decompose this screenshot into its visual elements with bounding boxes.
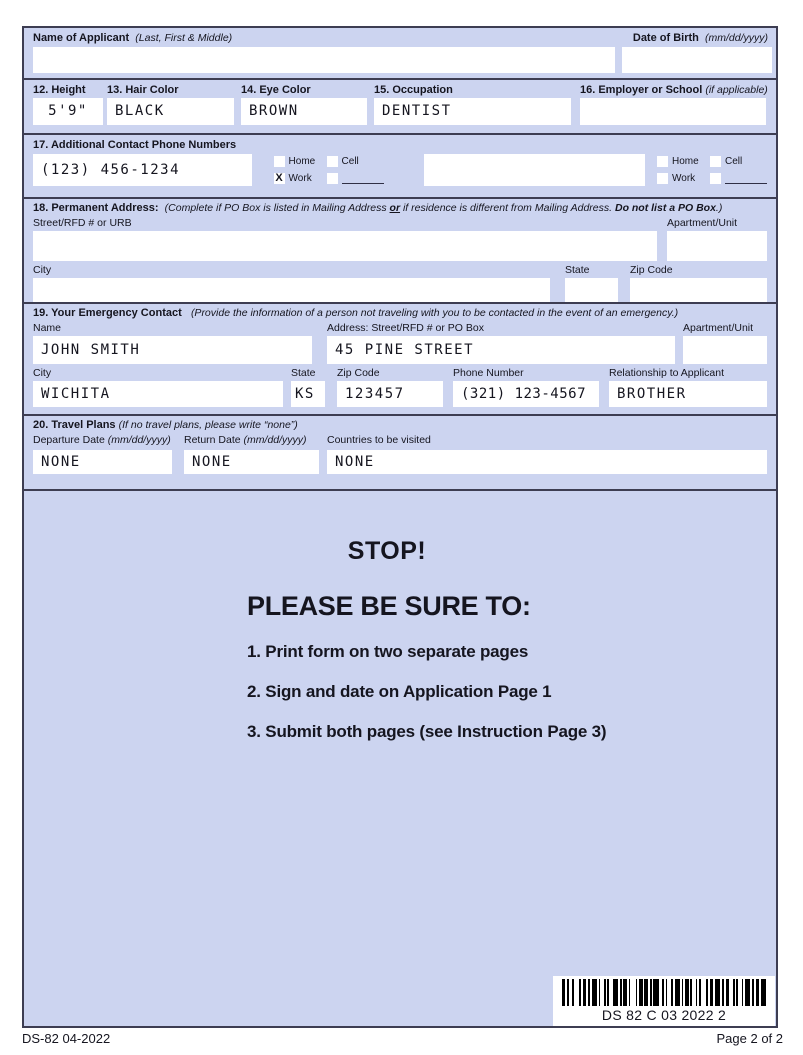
barcode-bars: [562, 979, 767, 1006]
phones-title: 17. Additional Contact Phone Numbers: [33, 139, 237, 151]
permanent-street-field[interactable]: [33, 231, 657, 261]
phone1-other-checkbox[interactable]: [327, 173, 338, 184]
phone1-other-line[interactable]: [342, 174, 384, 184]
applicant-name-hint: (Last, First & Middle): [135, 32, 233, 44]
occupation-label: 15. Occupation: [374, 84, 453, 96]
return-hint: (mm/dd/yyyy): [243, 434, 307, 446]
permanent-hint-3: .): [715, 202, 723, 214]
permanent-city-label: City: [33, 264, 52, 276]
permanent-hint-or: or: [389, 202, 401, 214]
hair-color-field[interactable]: BLACK: [107, 98, 234, 125]
phone1-work-label: Work: [288, 173, 312, 184]
phone1-cell-checkbox[interactable]: [327, 156, 338, 167]
phone2-field[interactable]: [424, 154, 645, 186]
phone2-home-label: Home: [672, 156, 699, 167]
departure-label-text: Departure Date: [33, 434, 105, 446]
phone2-home-checkbox[interactable]: [657, 156, 668, 167]
phone1-type-group: [274, 156, 384, 190]
departure-date-field[interactable]: NONE: [33, 450, 172, 474]
travel-hint: (If no travel plans, please write “none”): [118, 419, 298, 431]
phone2-other-checkbox[interactable]: [710, 173, 721, 184]
permanent-hint-1: (Complete if PO Box is listed in Mailing Address: [164, 202, 390, 214]
phone1-home-label: Home: [288, 156, 316, 167]
emergency-relationship-field[interactable]: BROTHER: [609, 381, 767, 407]
phone2-work-label: Work: [672, 173, 696, 184]
stop-heading: STOP!: [347, 537, 427, 565]
height-label: 12. Height: [33, 84, 86, 96]
emergency-address-label: Address: Street/RFD # or PO Box: [327, 322, 484, 334]
return-date-label: [184, 434, 319, 446]
phone2-cell-label: Cell: [725, 156, 743, 167]
permanent-apt-field[interactable]: [667, 231, 767, 261]
section-emergency-contact: [24, 304, 776, 416]
emergency-apt-field[interactable]: [683, 336, 767, 364]
departure-date-label: [33, 434, 172, 446]
emergency-city-label: City: [33, 367, 52, 379]
travel-title: [33, 419, 767, 431]
barcode-caption: DS 82 C 03 2022 2: [601, 1007, 727, 1023]
section-applicant-name: [24, 28, 776, 80]
hair-color-label: 13. Hair Color: [107, 84, 179, 96]
emergency-state-label: State: [291, 367, 316, 379]
permanent-street-label: Street/RFD # or URB: [33, 217, 132, 229]
section-physical-description: [24, 80, 776, 135]
emergency-state-field[interactable]: KS: [291, 381, 325, 407]
ds82-form-page2: [22, 26, 778, 1028]
form-number-footer: DS-82 04-2022: [22, 1031, 111, 1046]
stop-item-2: 2. Sign and date on Application Page 1: [247, 682, 552, 701]
dob-field[interactable]: [622, 47, 772, 73]
permanent-hint-2: if residence is different from Mailing Address.: [400, 202, 615, 214]
applicant-name-label-text: Name of Applicant: [33, 32, 130, 44]
employer-field[interactable]: [580, 98, 766, 125]
applicant-name-label: [33, 32, 232, 44]
dob-label: [633, 32, 768, 44]
permanent-city-field[interactable]: [33, 278, 550, 304]
dob-hint: (mm/dd/yyyy): [705, 32, 768, 44]
dob-label-text: Date of Birth: [632, 32, 699, 44]
section-permanent-address: [24, 199, 776, 304]
emergency-zip-field[interactable]: 123457: [337, 381, 443, 407]
stop-subheading: PLEASE BE SURE TO:: [247, 591, 531, 621]
employer-label-text: 16. Employer or School: [580, 84, 703, 96]
emergency-title: [33, 307, 767, 319]
height-field[interactable]: 5'9": [33, 98, 103, 125]
barcode-box: [553, 976, 775, 1026]
travel-title-text: 20. Travel Plans: [33, 419, 116, 431]
return-date-field[interactable]: NONE: [184, 450, 319, 474]
permanent-apt-label: Apartment/Unit: [667, 217, 738, 229]
phone1-work-checkbox[interactable]: X: [275, 172, 283, 184]
phone2-other-line[interactable]: [725, 174, 767, 184]
emergency-phone-label: Phone Number: [453, 367, 524, 379]
emergency-phone-field[interactable]: (321) 123-4567: [453, 381, 599, 407]
applicant-name-field[interactable]: [33, 47, 615, 73]
phone2-type-group: [657, 156, 767, 190]
stop-notice: [247, 537, 607, 742]
permanent-address-title: [33, 202, 767, 214]
return-label-text: Return Date: [184, 434, 241, 446]
countries-label: Countries to be visited: [327, 434, 431, 446]
phone1-home-checkbox[interactable]: [274, 156, 285, 167]
emergency-apt-label: Apartment/Unit: [683, 322, 754, 334]
emergency-relationship-label: Relationship to Applicant: [609, 367, 724, 379]
phone2-work-checkbox[interactable]: [657, 173, 668, 184]
eye-color-field[interactable]: BROWN: [241, 98, 367, 125]
departure-hint: (mm/dd/yyyy): [107, 434, 171, 446]
section-additional-phones: [24, 135, 776, 199]
employer-label: [580, 84, 766, 96]
phone2-cell-checkbox[interactable]: [710, 156, 721, 167]
section-travel-plans: [24, 416, 776, 491]
page-number-footer: Page 2 of 2: [716, 1031, 783, 1046]
emergency-hint: (Provide the information of a person not traveling with you to be contacted in the event of an emergency.): [190, 307, 679, 319]
eye-color-label: 14. Eye Color: [241, 84, 311, 96]
phone1-field[interactable]: (123) 456-1234: [33, 154, 252, 186]
permanent-zip-label: Zip Code: [630, 264, 673, 276]
stop-item-1: 1. Print form on two separate pages: [247, 642, 529, 661]
emergency-zip-label: Zip Code: [337, 367, 380, 379]
permanent-title-text: 18. Permanent Address:: [33, 202, 159, 214]
emergency-city-field[interactable]: WICHITA: [33, 381, 283, 407]
emergency-title-text: 19. Your Emergency Contact: [33, 307, 182, 319]
permanent-state-label: State: [565, 264, 590, 276]
emergency-address-field[interactable]: 45 PINE STREET: [327, 336, 675, 364]
countries-field[interactable]: NONE: [327, 450, 767, 474]
permanent-zip-field[interactable]: [630, 278, 767, 304]
emergency-name-field[interactable]: JOHN SMITH: [33, 336, 312, 364]
section-stop-notice: [24, 491, 776, 1026]
occupation-field[interactable]: DENTIST: [374, 98, 571, 125]
phone1-cell-label: Cell: [341, 156, 359, 167]
permanent-state-field[interactable]: [565, 278, 618, 304]
employer-hint: (if applicable): [705, 84, 768, 96]
permanent-hint-bold: Do not list a PO Box: [614, 202, 716, 214]
stop-item-3: 3. Submit both pages (see Instruction Page 3): [247, 722, 607, 741]
emergency-name-label: Name: [33, 322, 62, 334]
